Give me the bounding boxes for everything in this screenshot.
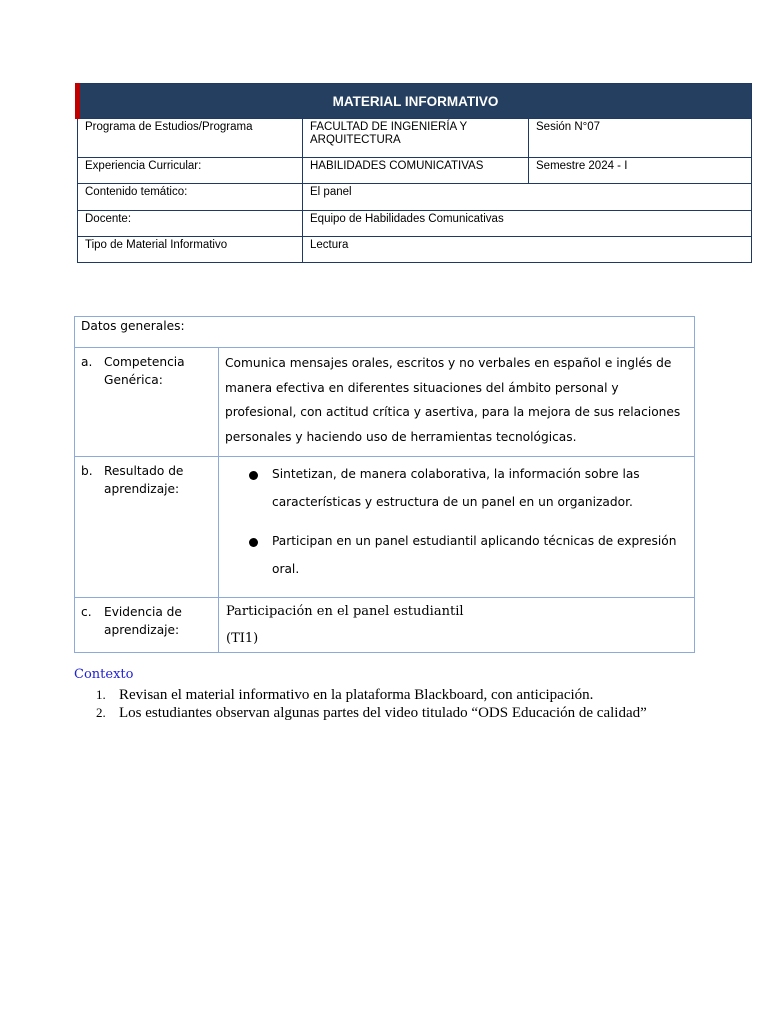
list-item [96,686,647,704]
header-value: Lectura [303,237,752,263]
header-row [78,184,752,211]
contexto-list [96,686,647,722]
contexto-item-text: Revisan el material informativo en la plataforma Blackboard, con anticipación. [119,687,594,703]
contexto-item-number: 1. [96,687,106,702]
list-item [249,528,688,583]
evidencia-text-cell [219,598,695,653]
header-extra: Sesión N°07 [529,119,752,158]
header-title: MATERIAL INFORMATIVO [78,84,752,119]
datos-generales-table [74,316,695,653]
header-value: FACULTAD DE INGENIERÍA Y ARQUITECTURA [303,119,529,158]
resultado-row [75,457,695,598]
contexto-item-number: 2. [96,705,106,720]
header-label: Contenido temático: [78,184,303,211]
header-label: Programa de Estudios/Programa [78,119,303,158]
list-item [96,704,647,722]
header-value: HABILIDADES COMUNICATIVAS [303,158,529,184]
competencia-label-cell [75,348,219,457]
competencia-text-cell [219,348,695,457]
contexto-item-text: Los estudiantes observan algunas partes del video titulado “ODS Educación de calidad” [119,705,647,721]
bullet-icon [249,538,258,547]
contexto-title: Contexto [74,667,134,682]
datos-generales-heading: Datos generales: [75,317,695,348]
resultado-label-cell [75,457,219,598]
header-row [78,211,752,237]
resultado-items-cell [219,457,695,598]
resultado-label: Resultado de aprendizaje: [104,464,184,496]
header-label: Experiencia Curricular: [78,158,303,184]
competencia-label: Competencia Genérica: [104,355,185,387]
header-label: Docente: [78,211,303,237]
list-item [249,461,688,516]
resultado-list [219,457,694,583]
header-row [78,158,752,184]
header-extra: Semestre 2024 - I [529,158,752,184]
evidencia-line-1: Participación en el panel estudiantil [226,604,464,619]
evidencia-letter: c. [81,605,92,619]
header-row [78,237,752,263]
header-table [75,83,752,263]
evidencia-label-cell [75,598,219,653]
competencia-letter: a. [81,355,93,369]
resultado-item-text: Participan en un panel estudiantil aplicando técnicas de expresión oral. [272,534,677,576]
resultado-item-text: Sintetizan, de manera colaborativa, la información sobre las características y estructura de un panel en un organizador. [272,467,640,509]
evidencia-label: Evidencia de aprendizaje: [104,605,182,637]
header-row [78,119,752,158]
resultado-letter: b. [81,464,93,478]
header-value: El panel [303,184,752,211]
header-value: Equipo de Habilidades Comunicativas [303,211,752,237]
competencia-row [75,348,695,457]
evidencia-line-2: (TI1) [226,631,259,646]
bullet-icon [249,471,258,480]
competencia-text: Comunica mensajes orales, escritos y no verbales en español e inglés de manera efectiva en diferentes situaciones del ámbito personal y profesional, con actitud crítica y asertiva, para la mejora de sus relaciones personales y haciendo uso de herramientas tecnológicas. [225,356,681,444]
header-label: Tipo de Material Informativo [78,237,303,263]
evidencia-row [75,598,695,653]
